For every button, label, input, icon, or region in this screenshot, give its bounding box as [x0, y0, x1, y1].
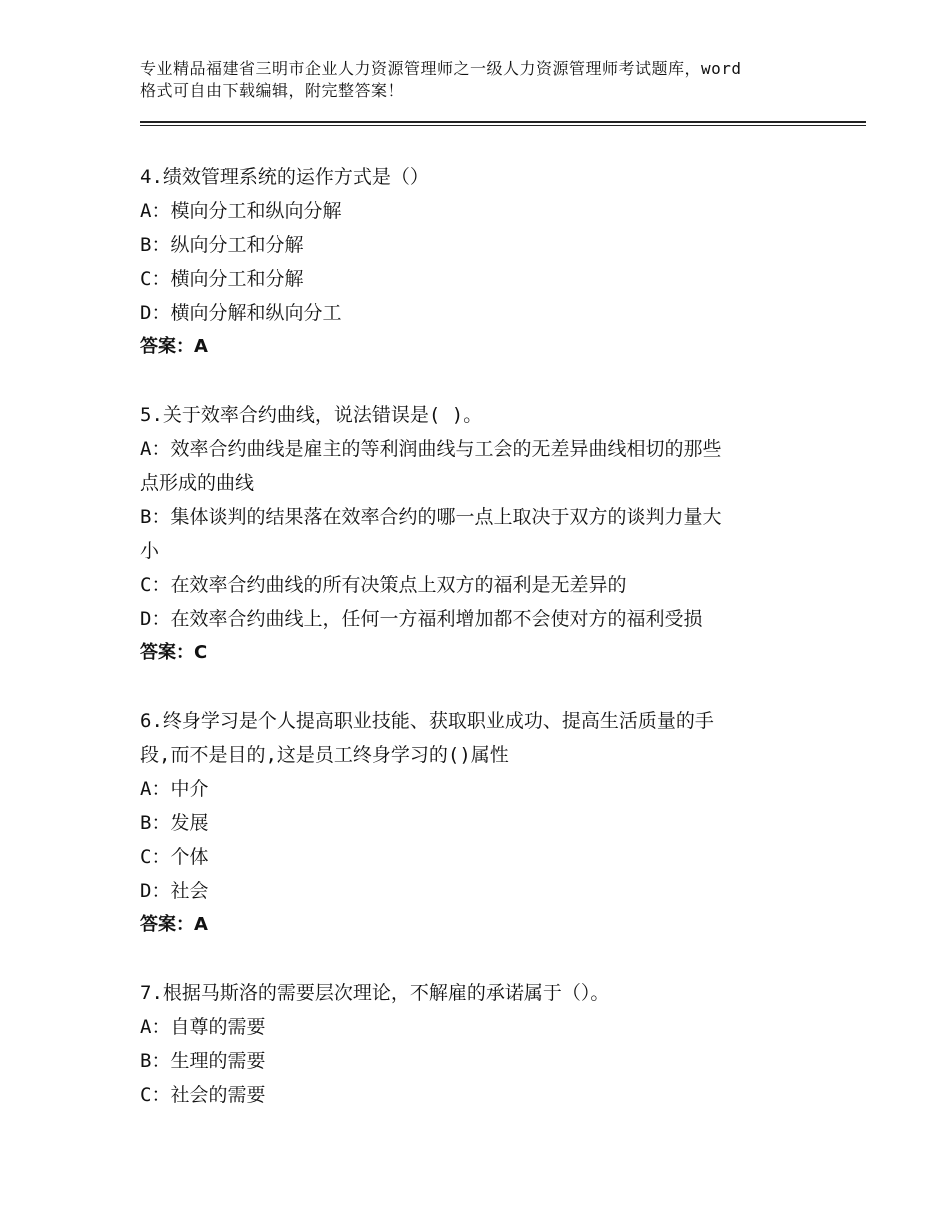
answer-option: C：横向分工和分解 [140, 268, 304, 290]
answer-option: 点形成的曲线 [140, 472, 255, 494]
answer-option: C：个体 [140, 846, 209, 868]
answer-option: B：集体谈判的结果落在效率合约的哪一点上取决于双方的谈判力量大 [140, 506, 722, 528]
question-block [140, 398, 820, 670]
header-rule-thin [140, 125, 866, 126]
question-block [140, 704, 820, 942]
answer-key: 答案：A [140, 914, 208, 935]
answer-option: 小 [140, 540, 160, 562]
question-block [140, 976, 820, 1112]
question-block [140, 160, 820, 364]
answer-option: A：模向分工和纵向分解 [140, 200, 342, 222]
question-list [140, 160, 820, 1112]
header-rule-thick [140, 121, 866, 123]
answer-option: D：社会 [140, 880, 209, 902]
answer-option: A：自尊的需要 [140, 1016, 266, 1038]
question-stem: 4.绩效管理系统的运作方式是（） [140, 166, 429, 188]
header-line-2: 格式可自由下载编辑，附完整答案！ [140, 81, 405, 100]
answer-option: A：中介 [140, 778, 209, 800]
answer-option: B：生理的需要 [140, 1050, 266, 1072]
answer-option: B：发展 [140, 812, 209, 834]
answer-option: C：在效率合约曲线的所有决策点上双方的福利是无差异的 [140, 574, 627, 596]
question-stem: 7.根据马斯洛的需要层次理论，不解雇的承诺属于（）。 [140, 982, 610, 1004]
answer-option: D：横向分解和纵向分工 [140, 302, 342, 324]
question-stem: 段,而不是目的,这是员工终身学习的()属性 [140, 744, 509, 766]
answer-key: 答案：A [140, 336, 208, 357]
question-stem: 5.关于效率合约曲线，说法错误是( )。 [140, 404, 483, 426]
answer-option: C：社会的需要 [140, 1084, 266, 1106]
answer-option: D：在效率合约曲线上，任何一方福利增加都不会使对方的福利受损 [140, 608, 703, 630]
question-stem: 6.终身学习是个人提高职业技能、获取职业成功、提高生活质量的手 [140, 710, 714, 732]
answer-option: B：纵向分工和分解 [140, 234, 304, 256]
document-header [140, 58, 840, 102]
header-line-1: 专业精品福建省三明市企业人力资源管理师之一级人力资源管理师考试题库，word [140, 59, 742, 78]
answer-key: 答案：C [140, 642, 208, 663]
answer-option: A：效率合约曲线是雇主的等利润曲线与工会的无差异曲线相切的那些 [140, 438, 722, 460]
